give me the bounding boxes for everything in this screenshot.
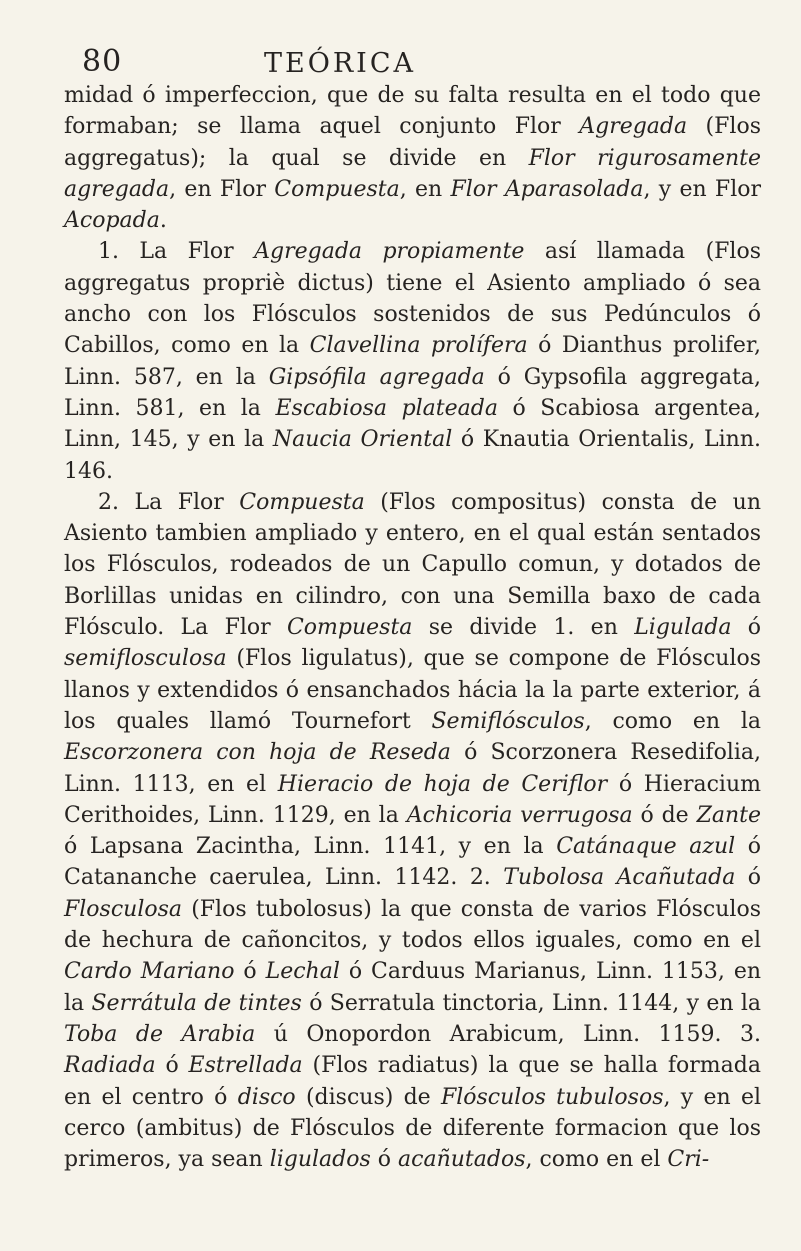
text-run: ó bbox=[234, 959, 266, 985]
italic-term: Flosculosa bbox=[64, 896, 183, 922]
text-run: , en Flor bbox=[169, 176, 275, 202]
text-run: ó Knautia Orientalis, Linn. 146. bbox=[64, 427, 762, 484]
text-run: ó Lapsana Zacintha, Linn. 1141, y en la bbox=[64, 834, 557, 860]
text-run: 2. La Flor bbox=[98, 489, 240, 515]
italic-term: Hieracio de hoja de Ceriflor bbox=[277, 771, 608, 797]
text-run: , y en Flor bbox=[643, 176, 761, 202]
italic-term: Acopada bbox=[64, 208, 160, 234]
italic-term: acañutados bbox=[398, 1147, 526, 1173]
italic-term: Naucia Oriental bbox=[272, 427, 453, 453]
text-run: ó Hieracium Cerithoides, Linn. 1129, en la bbox=[64, 771, 761, 828]
text-run: (Flos ligulatus), que se compone de Flósculos llanos y extendidos ó ensanchados hácia la la parte exterior, á los quales llamó Tournefort bbox=[64, 646, 761, 734]
text-run: ó Dianthus prolifer, Linn. 587, en la bbox=[64, 333, 761, 390]
paragraph-continued bbox=[64, 80, 761, 236]
text-run: midad ó imperfeccion, que de su falta resulta en el todo que formaban; se llama aquel conjunto Flor bbox=[64, 83, 761, 140]
italic-term: Flor Aparasolada bbox=[450, 176, 644, 202]
text-run: (discus) de bbox=[295, 1084, 441, 1110]
italic-term: Flósculos tubulosos bbox=[440, 1084, 664, 1110]
text-run: (Flos compositus) consta de un Asiento tambien ampliado y entero, en el qual están sentados los Flósculos, rodeados de un Capullo comun, y dotados de Borlillas unidas en cilindro, con una Semilla baxo de cada Flósculo. La Flor bbox=[64, 489, 761, 641]
text-run: ú Onopordon Arabicum, Linn. 1159. 3. bbox=[255, 1021, 761, 1047]
italic-term: Compuesta bbox=[239, 489, 365, 515]
text-run: (Flos tubolosus) la que consta de varios Flósculos de hechura de cañoncitos, y todos ellos iguales, como en el bbox=[64, 896, 761, 954]
paragraph-flor-compuesta bbox=[64, 487, 761, 1176]
italic-term: Zante bbox=[696, 802, 762, 828]
italic-term: Clavellina prolífera bbox=[309, 333, 528, 359]
text-run: ó Catananche caerulea, Linn. 1142. 2. bbox=[64, 834, 762, 891]
italic-term: Serrátula de tintes bbox=[91, 990, 302, 1016]
text-run: , como en el bbox=[525, 1147, 668, 1173]
text-run: , y en el cerco (ambitus) de Flósculos de diferente formacion que los primeros, ya sean bbox=[64, 1084, 762, 1173]
text-run: , en bbox=[399, 176, 451, 202]
text-run: . bbox=[159, 208, 167, 234]
italic-term: Radiada bbox=[64, 1053, 156, 1079]
text-run: ó bbox=[155, 1053, 189, 1079]
running-title: TEÓRICA bbox=[264, 48, 417, 79]
text-run: así llamada (Flos aggregatus propriè dictus) tiene el Asiento ampliado ó sea ancho con los Flósculos sostenidos de sus Pedúnculos ó Cabillos, como en la bbox=[64, 239, 761, 359]
body-text bbox=[64, 80, 761, 1175]
text-run: se divide 1. en bbox=[412, 615, 635, 641]
italic-term: Cardo Mariano bbox=[64, 959, 235, 985]
text-run: ó Serratula tinctoria, Linn. 1144, y en la bbox=[301, 990, 761, 1016]
text-run: (Flos aggregatus); la qual se divide en bbox=[64, 114, 761, 171]
italic-term: Agregada propiamente bbox=[254, 239, 525, 265]
text-run: ó Scabiosa argentea, Linn, 145, y en la bbox=[64, 395, 761, 453]
italic-term: Achicoria verrugosa bbox=[406, 802, 633, 828]
running-head bbox=[64, 26, 761, 80]
text-run: ó bbox=[735, 865, 762, 891]
italic-term: Cri- bbox=[667, 1147, 710, 1173]
paragraph-flor-agregada bbox=[64, 236, 761, 486]
text-run: ó Scorzonera Resedifolia, Linn. 1113, en el bbox=[64, 740, 761, 797]
italic-term: Lechal bbox=[265, 959, 340, 985]
italic-term: semiflosculosa bbox=[64, 646, 227, 672]
text-run: ó de bbox=[632, 802, 697, 828]
italic-term: Estrellada bbox=[188, 1053, 303, 1079]
italic-term: Compuesta bbox=[274, 176, 400, 202]
text-run: 1. La Flor bbox=[98, 239, 255, 265]
text-run: ó bbox=[370, 1147, 399, 1173]
italic-term: Escabiosa plateada bbox=[275, 395, 498, 421]
italic-term: Gipsófila agregada bbox=[268, 364, 485, 390]
italic-term: Escorzonera con hoja de Reseda bbox=[64, 740, 451, 766]
italic-term: Agregada bbox=[579, 114, 688, 140]
italic-term: Ligulada bbox=[634, 615, 732, 641]
italic-term: Tubolosa Acañutada bbox=[503, 865, 736, 891]
italic-term: Catánaque azul bbox=[556, 834, 736, 860]
italic-term: disco bbox=[237, 1084, 296, 1110]
text-run: ó Gypsofila aggregata, Linn. 581, en la bbox=[64, 364, 762, 421]
text-run: ó Carduus Marianus, Linn. 1153, en la bbox=[64, 959, 762, 1016]
italic-term: Compuesta bbox=[286, 615, 413, 641]
italic-term: Flor rigurosamente agregada bbox=[64, 145, 761, 202]
text-run: (Flos radiatus) la que se halla formada en el centro ó bbox=[64, 1053, 761, 1110]
page-number: 80 bbox=[82, 44, 123, 79]
italic-term: ligulados bbox=[269, 1147, 371, 1173]
italic-term: Toba de Arabia bbox=[64, 1021, 256, 1047]
text-run: , como en la bbox=[584, 708, 761, 734]
italic-term: Semiflósculos bbox=[431, 708, 585, 734]
text-run: ó bbox=[731, 615, 761, 641]
